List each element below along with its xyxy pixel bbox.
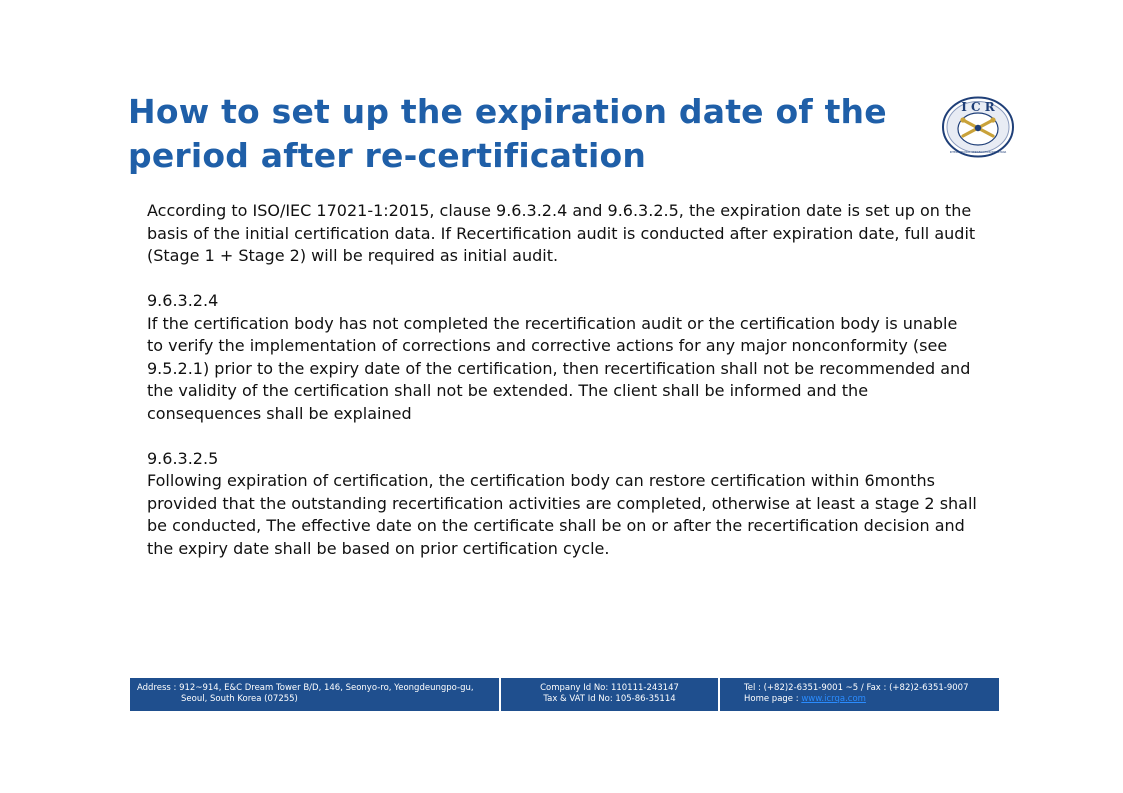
section-9-6-3-2-5 xyxy=(147,448,977,561)
address-line-1: Address : 912~914, E&C Dream Tower B/D, 146, Seonyo-ro, Yeongdeungpo-gu, xyxy=(137,683,474,693)
logo-ring-text: INTERNATIONAL CERTIFICATION REGISTRAR xyxy=(949,151,1007,154)
section-9-6-3-2-4 xyxy=(147,290,977,425)
intro-paragraph: According to ISO/IEC 17021-1:2015, clause 9.6.3.2.4 and 9.6.3.2.5, the expiration date is set up on the basis of the initial certification data. If Recertification audit is conducted after expiration date, full audit (Stage 1 + Stage 2) will be required as initial audit. xyxy=(147,201,976,265)
section-body: Following expiration of certification, the certification body can restore certification within 6months provided that the outstanding recertification activities are completed, otherwise at least a stage 2 shall be conducted, The effective date on the certificate shall be on or after the recertification decision and the expiry date shall be based on prior certification cycle. xyxy=(147,471,977,558)
homepage-label: Home page : xyxy=(744,694,802,704)
page-title xyxy=(128,90,888,178)
tax-vat-id: Tax & VAT Id No: 105-86-35114 xyxy=(543,694,676,704)
section-heading: 9.6.3.2.5 xyxy=(147,448,219,468)
section-body: If the certification body has not completed the recertification audit or the certification body is unable to verify the implementation of corrections and corrective actions for any major nonconformity (see 9.5.2.1) prior to the expiry date of the certification, then recertification shall not be recommended and the validity of the certification shall not be extended. The client shall be informed and the consequences shall be explained xyxy=(147,313,971,423)
page-title-line-2: period after re-certification xyxy=(128,136,647,175)
section-heading: 9.6.3.2.4 xyxy=(147,291,219,310)
page-title-line-1: How to set up the expiration date of the xyxy=(128,92,887,131)
icr-logo xyxy=(941,96,1015,158)
company-id: Company Id No: 110111-243147 xyxy=(540,683,679,693)
footer-contact xyxy=(720,678,999,711)
tel-fax: Tel : (+82)2-6351-9001 ~5 / Fax : (+82)2-6351-9007 xyxy=(744,683,969,693)
homepage-link[interactable]: www.icrqa.com xyxy=(801,694,866,704)
address-line-2: Seoul, South Korea (07255) xyxy=(181,694,298,704)
footer-company-ids xyxy=(501,678,720,711)
footer-address xyxy=(130,678,501,711)
logo-text: I C R xyxy=(961,100,995,114)
footer-bar xyxy=(130,678,999,711)
homepage xyxy=(744,694,999,705)
body-content xyxy=(147,200,977,583)
icr-seal-icon xyxy=(941,96,1015,158)
